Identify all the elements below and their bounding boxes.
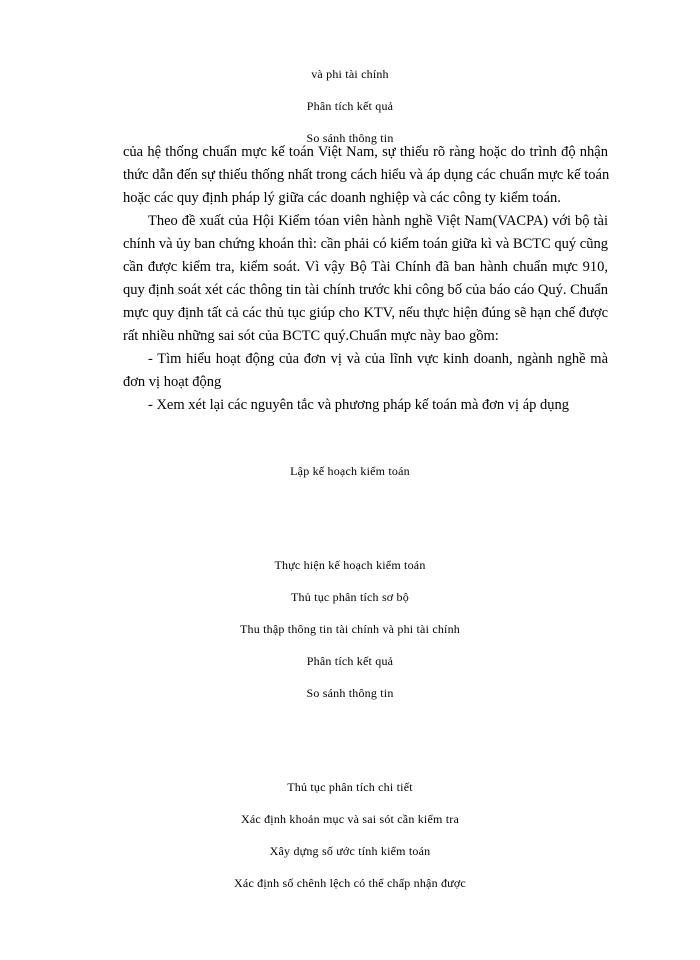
diagram-detail-step-1: Xác định khoản mục và sai sót cần kiểm tra bbox=[240, 812, 459, 826]
paragraph-2-line-5: mực quy định tất cả các thủ tục giúp cho KTV, nếu thực hiện đúng sẽ hạn chế được bbox=[123, 305, 608, 321]
diagram-prelim-step-3: So sánh thông tin bbox=[306, 686, 394, 700]
top-diagram-line-3: So sánh thông tin bbox=[306, 131, 394, 145]
top-diagram-line-2: Phân tích kết quả bbox=[306, 99, 394, 113]
diagram-execution: Thực hiện kế hoạch kiểm toán bbox=[274, 558, 426, 572]
bullet-1-line-1: - Tìm hiểu hoạt động của đơn vị và của lĩnh vực kinh doanh, ngành nghề mà bbox=[148, 351, 608, 367]
paragraph-2-line-2: chính và ủy ban chứng khoán thì: cần phải có kiểm toán giữa kì và BCTC quý cũng bbox=[123, 236, 608, 252]
top-diagram-line-1: và phi tài chính bbox=[311, 67, 389, 81]
paragraph-2-line-6: rất nhiều những sai sót của BCTC quý.Chuẩn mực này bao gồm: bbox=[123, 328, 499, 344]
paragraph-1-line-2: thức dẫn đến sự thiếu thống nhất trong cách hiểu và áp dụng các chuẩn mực kế toán bbox=[123, 167, 610, 183]
diagram-planning: Lập kế hoạch kiểm toán bbox=[290, 464, 410, 478]
diagram-detail-step-3: Xác định số chênh lệch có thể chấp nhận được bbox=[234, 876, 466, 890]
paragraph-2-line-4: quy định soát xét các thông tin tài chính trước khi công bố của báo cáo Quý. Chuẩn bbox=[123, 282, 608, 298]
paragraph-2-line-3: cần được kiểm tra, kiểm soát. Vì vậy Bộ Tài Chính đã ban hành chuẩn mực 910, bbox=[123, 259, 608, 275]
diagram-prelim-step-2: Phân tích kết quả bbox=[306, 654, 394, 668]
bullet-2: - Xem xét lại các nguyên tắc và phương pháp kế toán mà đơn vị áp dụng bbox=[148, 397, 570, 413]
diagram-prelim-step-1: Thu thập thông tin tài chính và phi tài chính bbox=[240, 622, 460, 636]
diagram-detail-step-2: Xây dựng số ước tính kiểm toán bbox=[269, 844, 431, 858]
paragraph-1-line-1: của hệ thống chuẩn mực kế toán Việt Nam, sự thiếu rõ ràng hoặc do trình độ nhận bbox=[123, 144, 608, 160]
diagram-prelim-title: Thủ tục phân tích sơ bộ bbox=[291, 590, 409, 604]
paragraph-2-line-1: Theo đề xuất của Hội Kiểm tóan viên hành nghề Việt Nam(VACPA) với bộ tài bbox=[148, 213, 608, 229]
diagram-detail-title: Thủ tục phân tích chi tiết bbox=[287, 780, 413, 794]
bullet-1-line-2: đơn vị hoạt động bbox=[123, 374, 222, 390]
paragraph-1-line-3: hoặc các quy định pháp lý giữa các doanh nghiệp và các công ty kiểm toán. bbox=[123, 190, 561, 206]
